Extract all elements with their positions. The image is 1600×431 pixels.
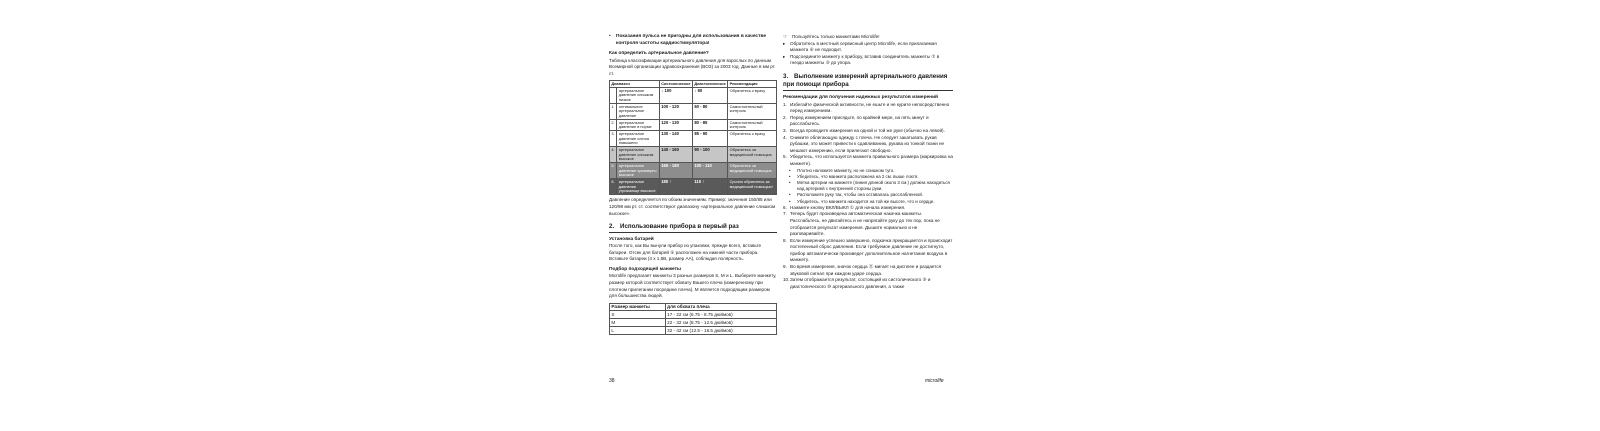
bp-row-diastolic: 80 - 85 <box>692 120 727 131</box>
bp-header-range: Диапазон <box>610 81 660 88</box>
battery-paragraph: После того, как Вы вынули прибор из упаковки, прежде всего, вставьте батареи. Отсек для батарей ⑤ расположен на нижней части прибора. Вставьте батареи (4 x 1,5В, размер AA), соблюдая полярность. <box>609 243 762 262</box>
bp-row-number: 5. <box>610 163 617 179</box>
step-number: 7. <box>783 211 787 217</box>
table-row <box>610 104 777 120</box>
list-item <box>783 115 953 128</box>
bp-row-number: 1. <box>610 104 617 120</box>
step-number: 1. <box>783 101 787 107</box>
cuff-header-size: Размер манжеты <box>610 303 666 311</box>
cuff-heading: Подбор подходящей манжеты <box>609 266 682 272</box>
step-text: Избегайте физической активности, не ешьте и не курите непосредственно перед измерением. <box>790 101 950 114</box>
define-heading: Как определить артериальное давление? <box>609 51 709 57</box>
bp-row-recommendation: Обратитесь к врачу <box>728 131 777 147</box>
note-text: Пользуйтесь только манжетами Microlife! <box>792 34 880 39</box>
step-text: Нажмите кнопку ВКЛ/ВЫКЛ ① для начала измерения. <box>790 204 906 210</box>
section-3-heading <box>783 73 953 89</box>
bp-table-header <box>610 81 777 88</box>
list-item <box>783 154 953 167</box>
step-number: 2. <box>783 114 787 120</box>
table-row <box>610 88 777 104</box>
step-number: 9. <box>783 264 787 270</box>
bp-row-diastolic: 100 - 110 <box>692 163 727 179</box>
bp-row-number <box>610 88 617 104</box>
bp-row-range: артериальное давление чрезмерно высокое <box>617 163 659 179</box>
bp-row-recommendation: Самостоятельный контроль <box>728 120 777 131</box>
bp-row-range: артериальное давление угрожающе высокое <box>617 179 659 195</box>
bp-row-number: 6. <box>610 179 617 195</box>
sub-bullet: • Убедитесь, что манжета расположена на 2 см. выше локтя. <box>783 174 953 180</box>
cuff-table-header <box>610 303 777 311</box>
step-number: 8. <box>783 237 787 243</box>
step-number: 4. <box>783 134 787 140</box>
section-3-rule <box>783 90 953 91</box>
list-item <box>783 128 953 135</box>
bp-row-range: оптимальное артериальное давление <box>617 104 659 120</box>
bp-row-diastolic: 90 - 100 <box>692 147 727 163</box>
right-column <box>783 34 953 290</box>
cuff-size: L <box>610 327 666 335</box>
bp-row-diastolic: 85 - 90 <box>692 131 727 147</box>
sub-bullet: • Плотно наложите манжету, но не слишком туго. <box>783 168 953 174</box>
bp-row-range: артериальное давление слишком высокое <box>617 147 659 163</box>
cuff-size: M <box>610 319 666 327</box>
table-row <box>610 120 777 131</box>
bp-row-systolic: 180 ↑ <box>659 179 692 195</box>
step-text: Перед измерением присядьте, по крайней мере, на пять минут и расслабьтесь. <box>790 114 929 127</box>
step-text: Убедитесь, что используется манжета правильного размера (маркировка на манжете). <box>790 154 953 166</box>
note-hand-icon: ☞ <box>783 34 788 40</box>
table-row <box>610 311 777 319</box>
bp-header-systolic: Систолическое <box>661 80 691 86</box>
section-2-heading <box>609 223 777 233</box>
cuff-size-table <box>609 303 777 335</box>
bp-row-recommendation: Обратитесь за медицинской помощью <box>728 147 777 163</box>
step-number: 6. <box>783 204 787 210</box>
left-column <box>609 34 777 335</box>
list-item <box>783 238 953 264</box>
bp-row-systolic: 160 - 180 <box>659 163 692 179</box>
bp-header-diastolic: Диастолическое <box>694 80 726 86</box>
sub-bullet: • Расположите руку так, чтобы она оставалась расслабленной. <box>783 192 953 198</box>
step-text: Снимите облегающую одежду с плеча. Не следует закатывать рукав рубашки, это может привести к сдавливанию, рукава из тонкой ткани не мешают измерению, если прилегают свободно. <box>790 134 945 153</box>
cuff-range: 22 - 32 см (8.75 - 12.5 дюймов) <box>665 319 776 327</box>
list-item <box>783 102 953 115</box>
list-item <box>783 205 953 212</box>
define-paragraph: Таблица классификации артериального давления для взрослых по данным Всемирной организации здравоохранения (ВОЗ) за 2003 год. Данные в мм рт. ст. <box>609 57 776 76</box>
step-text: Если измерение успешно завершено, подкачка прекращается и происходит постепенный сброс давления. Если требуемое давление не достигнуто, прибор автоматически произведет дополнительное нагнетание воздуха в манжету. <box>790 237 953 263</box>
note-line <box>783 34 953 41</box>
bp-row-diastolic: ↓ 60 <box>692 88 727 104</box>
section-2-number: 2. <box>609 223 615 231</box>
bp-row-systolic: 130 - 140 <box>659 131 692 147</box>
step-number: 5. <box>783 154 787 160</box>
section-3-title: Выполнение измерений артериального давления при помощи прибора <box>783 72 948 88</box>
bp-row-recommendation: Обратитесь к врачу <box>728 88 777 104</box>
step-text: Затем отображается результат, состоящий из систолического ⑨ и диастолического ⑩ артериального давления, а также <box>790 277 931 289</box>
step-number: 3. <box>783 127 787 133</box>
bp-row-number: 2. <box>610 120 617 131</box>
cuff-range: 32 - 42 см (12.5 - 16.5 дюймов) <box>665 327 776 335</box>
bp-classification-table <box>609 80 777 195</box>
bp-row-diastolic: 110 ↑ <box>692 179 727 195</box>
page-number: 38 <box>609 378 615 384</box>
cuff-header-arm: для обхвата плеча <box>665 303 776 311</box>
bp-row-recommendation: Срочно обратитесь за медицинской помощью! <box>728 179 777 195</box>
table-row <box>610 319 777 327</box>
arrow-item: ▸ Подсоедините манжету к прибору, вставив соединитель манжеты ⑦ в гнездо манжеты ③ до упора. <box>783 54 953 67</box>
bp-row-number: 4. <box>610 147 617 163</box>
step-text: Во время измерения, значок сердца ⑪ мигает на дисплее и раздается звуковой сигнал при каждом ударе сердца. <box>790 264 942 276</box>
list-item <box>783 135 953 155</box>
table-row <box>610 327 777 335</box>
cuff-range: 17 - 22 см (6.75 - 8.75 дюймов) <box>665 311 776 319</box>
bp-row-range: артериальное давление в норме <box>617 120 659 131</box>
table-row <box>610 131 777 147</box>
bp-row-systolic: ↓ 100 <box>659 88 692 104</box>
cuff-paragraph: Microlife предлагает манжеты 3 разных размеров S, M и L. Выберите манжету, размер которой соответствует обхвату Вашего плеча (измеренному при плотном прилегании посредине плеча). M является подходящим размером для большинства людей. <box>609 273 777 299</box>
bp-row-recommendation: Самостоятельный контроль <box>728 104 777 120</box>
bp-row-range: артериальное давление слегка повышено <box>617 131 659 147</box>
cuff-size: S <box>610 311 666 319</box>
table-row <box>610 147 777 163</box>
bp-row-number: 3. <box>610 131 617 147</box>
sub-bullet: • Метка артерии на манжете (линия длиной около 3 см.) должна находиться над артерией с внутренней стороны руки. <box>783 180 953 192</box>
bp-row-range: артериальное давление слишком низкое <box>617 88 659 104</box>
step-text: Теперь будет произведена автоматическая накачка манжеты. Расслабьтесь, не двигайтесь и не напрягайте руку до тех пор, пока не отобразится результат измерения. Дышите нормально и не разговаривайте. <box>790 211 940 237</box>
step-text: Всегда проводите измерения на одной и той же руке (обычно на левой). <box>790 127 945 133</box>
list-item <box>783 277 953 290</box>
pulse-warning: • Показания пульса не пригодны для использования в качестве контроля частоты кардиостимулятора! <box>609 34 777 47</box>
step-number: 10. <box>783 277 790 283</box>
sub-bullet: • Убедитесь, что манжета находится на той же высоте, что и сердце. <box>783 199 953 205</box>
bp-row-diastolic: 60 - 80 <box>692 104 727 120</box>
bp-row-systolic: 100 - 120 <box>659 104 692 120</box>
recommendations-heading: Рекомендации для получения надежных результатов измерений <box>783 95 938 101</box>
after-table-paragraph: Давление определяется по обоим значениям. Пример: значения 150/85 или 120/98 мм рт. ст. соответствуют диапазону «артериальное давление слишком высокое». <box>609 197 776 216</box>
section-3-number: 3. <box>783 72 789 80</box>
table-row <box>610 163 777 179</box>
bp-row-systolic: 140 - 160 <box>659 147 692 163</box>
section-2-title: Использование прибора в первый раз <box>620 223 739 231</box>
list-item <box>783 211 953 237</box>
list-item <box>783 264 953 277</box>
arrow-item: ▸ Обратитесь в местный сервисный центр Microlife, если прилагаемая манжета ⑥ не подходит. <box>783 41 953 54</box>
bp-row-systolic: 120 - 130 <box>659 120 692 131</box>
battery-heading: Установка батарей <box>609 236 654 242</box>
brand-logo: microlife <box>925 378 944 384</box>
bp-row-recommendation: Обратитесь за медицинской помощью <box>728 163 777 179</box>
table-row <box>610 179 777 195</box>
bp-header-recommendation: Рекомендация <box>728 81 777 88</box>
